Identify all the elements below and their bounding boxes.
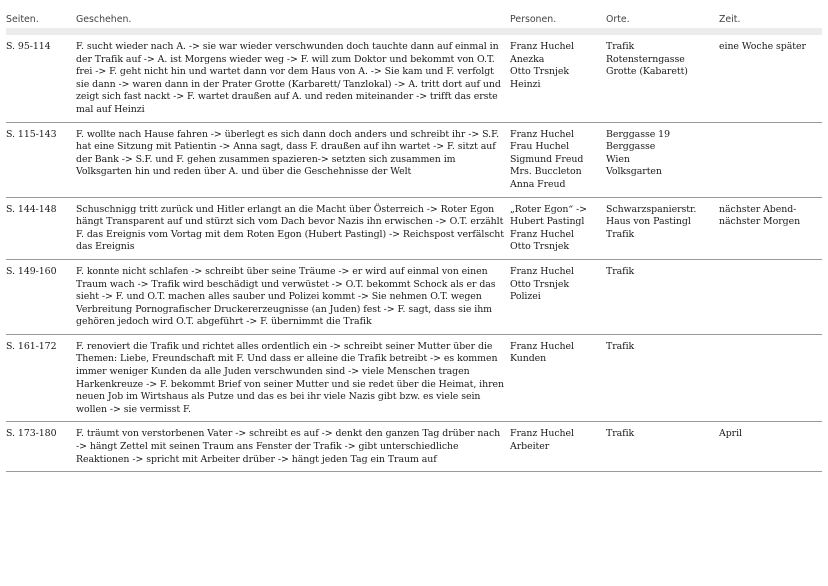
cell-persons-entry: Otto Trsnjek: [510, 278, 569, 290]
header-events: Geschehen.: [76, 14, 132, 25]
cell-time: [719, 259, 822, 334]
cell-places-entry: Volksgarten: [606, 166, 662, 178]
cell-persons-entry: Franz Huchel: [510, 228, 574, 240]
cell-events: F. träumt von verstorbenen Vater -> schreibt es auf -> denkt den ganzen Tag drüber nach -> hängt Zettel mit seinen Traum ans Fenster der Trafik -> gibt unterschiedliche Reaktionen -> spricht mit Arbeiter drüber -> hängt jeden Tag ein Traum auf: [76, 428, 501, 465]
cell-events: Schuschnigg tritt zurück und Hitler erlangt an die Macht über Österreich -> Roter Egon hängt Transparent auf und stürzt sich vom Dach bevor Nazis ihn erwischen -> O.T. erzählt F. das Ereignis vom Vortag mit dem Roten Egon (Hubert Pastingl) -> Reichspost verfälscht das Ereignis: [76, 203, 505, 253]
cell-persons: [510, 422, 606, 472]
cell-persons-entry: „Roter Egon“ ->: [510, 203, 587, 215]
cell-time: [719, 197, 822, 259]
cell-places-entry: Trafik: [606, 340, 635, 352]
cell-time: [719, 334, 822, 422]
cell-persons: [510, 334, 606, 422]
cell-pages: S. 115-143: [6, 128, 57, 140]
cell-time-entry: eine Woche später: [719, 41, 806, 52]
cell-persons-entry: Anna Freud: [510, 178, 566, 190]
cell-persons-entry: Mrs. Buccleton: [510, 166, 582, 178]
cell-time: [719, 122, 822, 197]
cell-places-entry: Grotte (Kabarett): [606, 66, 688, 78]
cell-places: [606, 422, 719, 472]
table-row: [6, 422, 822, 472]
cell-persons-entry: Franz Huchel: [510, 265, 574, 277]
cell-persons: [510, 197, 606, 259]
cell-persons: [510, 122, 606, 197]
cell-time: [719, 32, 822, 123]
cell-places-entry: Trafik: [606, 428, 635, 440]
cell-persons-entry: Otto Trsnjek: [510, 241, 569, 253]
cell-time-entry: April: [719, 428, 742, 440]
cell-persons: [510, 259, 606, 334]
table-row: [6, 334, 822, 422]
header-time: Zeit.: [719, 14, 741, 25]
header-pages: Seiten.: [6, 14, 39, 25]
cell-places-entry: Rotensterngasse: [606, 53, 685, 65]
cell-persons: [510, 32, 606, 123]
cell-persons-entry: Sigmund Freud: [510, 153, 584, 165]
cell-persons-entry: Kunden: [510, 353, 547, 365]
cell-places-entry: Berggasse 19: [606, 128, 670, 140]
cell-events: F. renoviert die Trafik und richtet alles ordentlich ein -> schreibt seiner Mutter über die Themen: Liebe, Freundschaft mit F. Und dass er alleine die Trafik betreibt -> es kommen immer weniger Kunden da alle Juden verschwunden sind -> viele Menschen tragen Harkenkreuze -> F. bekommt Brief von seiner Mutter und sie redet über die Heimat, ihren neuen Job im Wirtshaus als Putze und das es bei ihr viele Nazis gibt bzw. es viele sein wollen -> sie vermisst F.: [76, 340, 505, 415]
cell-places: [606, 197, 719, 259]
cell-events: F. sucht wieder nach A. -> sie war wieder verschwunden doch tauchte dann auf einmal in der Trafik auf -> A. ist Morgens wieder weg -> F. will zum Doktor und bekommt von O.T. frei -> F. geht nicht hin und wartet dann vor dem Haus von A. -> Sie kam und F. verfolgt sie dann -> waren dann in der Prater Grotte (Karbarett/ Tanzlokal) -> A. tritt dort auf und zeigt sich fast nackt -> F. wartet draußen auf A. und reden miteinander -> trifft das erste mal auf Heinzi: [76, 41, 501, 115]
cell-persons-entry: Franz Huchel: [510, 128, 574, 140]
cell-time-entry: nächster Morgen: [719, 216, 801, 228]
cell-persons-entry: Arbeiter: [510, 441, 550, 453]
cell-places: [606, 259, 719, 334]
cell-time-entry: nächster Abend-: [719, 203, 797, 215]
cell-places-entry: Haus von Pastingl: [606, 216, 691, 228]
cell-persons-entry: Franz Huchel: [510, 340, 574, 352]
summary-table: [6, 14, 822, 472]
cell-places-entry: Trafik: [606, 228, 635, 240]
cell-places: [606, 334, 719, 422]
cell-events: F. konnte nicht schlafen -> schreibt über seine Träume -> er wird auf einmal von einen Traum wach -> Trafik wird beschädigt und verwüstet -> O.T. bekommt Schock als er das sieht -> F. und O.T. machen alles sauber und Polizei kommt -> Sie nehmen O.T. wegen Verbreitung Pornografischer Druckererzeugnisse (an Juden) fest -> F. sagt, dass sie ihm gehören jedoch wird O.T. abgeführt -> F. übernimmt die Trafik: [76, 265, 496, 328]
table-header: [6, 14, 822, 32]
cell-persons-entry: Polizei: [510, 291, 541, 303]
cell-persons-entry: Frau Huchel: [510, 141, 570, 153]
header-places: Orte.: [606, 14, 630, 25]
cell-persons-entry: Franz Huchel: [510, 41, 574, 52]
cell-pages: S. 144-148: [6, 203, 57, 215]
cell-persons-entry: Anezka: [510, 53, 545, 65]
cell-persons-entry: Franz Huchel: [510, 428, 574, 440]
table-row: [6, 32, 822, 123]
cell-pages: S. 95-114: [6, 41, 51, 52]
cell-places-entry: Berggasse: [606, 141, 656, 153]
table-row: [6, 122, 822, 197]
cell-places-entry: Wien: [606, 153, 630, 165]
cell-places-entry: Trafik: [606, 265, 635, 277]
cell-events: F. wollte nach Hause fahren -> überlegt es sich dann doch anders und schreibt ihr -> S.F. hat eine Sitzung mit Patientin -> Anna sagt, dass F. draußen auf ihn wartet -> F. sitzt auf der Bank -> S.F. und F. gehen zusammen spazieren-> setzten sich zusammen im Volksgarten hin und reden über A. und über die Geschehnisse der Welt: [76, 128, 500, 178]
cell-places: [606, 122, 719, 197]
header-persons: Personen.: [510, 14, 557, 25]
cell-places: [606, 32, 719, 123]
cell-persons-entry: Otto Trsnjek: [510, 66, 569, 78]
cell-places-entry: Trafik: [606, 41, 635, 52]
cell-pages: S. 149-160: [6, 265, 57, 277]
table-body: [6, 32, 822, 472]
cell-persons-entry: Hubert Pastingl: [510, 216, 585, 228]
cell-persons-entry: Heinzi: [510, 78, 541, 90]
cell-pages: S. 173-180: [6, 428, 57, 440]
cell-time: [719, 422, 822, 472]
cell-places-entry: Schwarzspanierstr.: [606, 203, 697, 215]
table-row: [6, 259, 822, 334]
cell-pages: S. 161-172: [6, 340, 57, 352]
table-row: [6, 197, 822, 259]
